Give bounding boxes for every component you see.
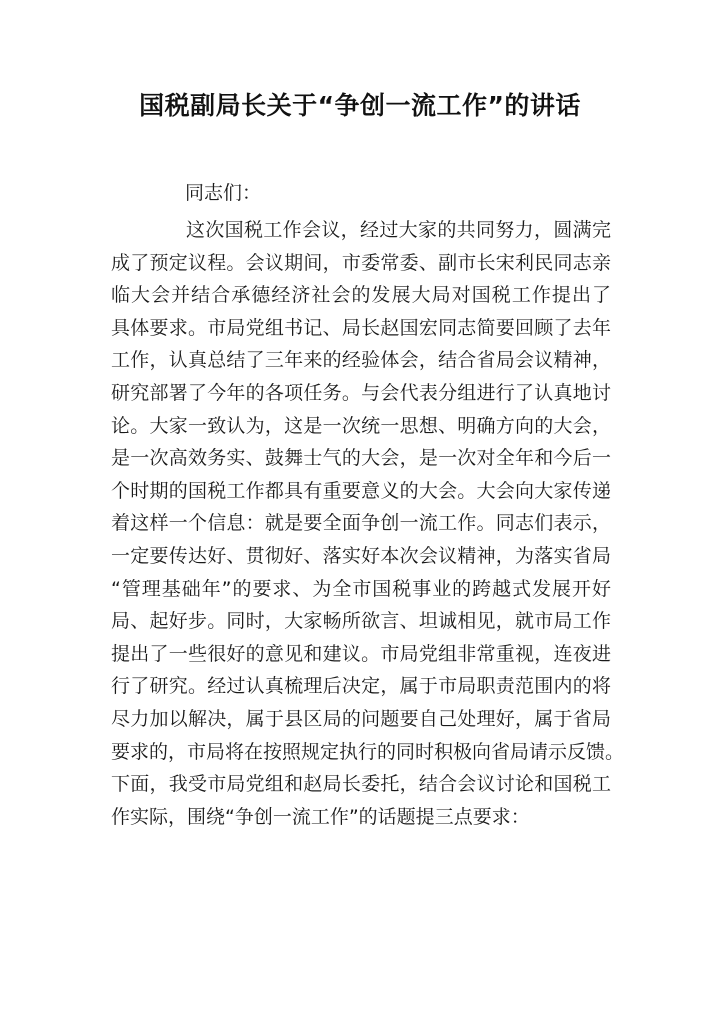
body-line: 个时期的国税工作都具有重要意义的大会。大会向大家传递 (111, 479, 611, 502)
body-line: 工作，认真总结了三年来的经验体会，结合省局会议精神， (111, 349, 611, 372)
body-line: 临大会并结合承德经济社会的发展大局对国税工作提出了 (111, 284, 611, 307)
body-line: 具体要求。市局党组书记、局长赵国宏同志简要回顾了去年 (111, 316, 611, 339)
body-line: 成了预定议程。会议期间，市委常委、副市长宋利民同志亲 (111, 251, 611, 274)
body-line: 尽力加以解决，属于县区局的问题要自己处理好，属于省局 (111, 707, 611, 730)
body-line: 着这样一个信息：就是要全面争创一流工作。同志们表示， (111, 512, 611, 535)
body-line: 要求的，市局将在按照规定执行的同时积极向省局请示反馈。 (111, 740, 625, 763)
body-line: 这次国税工作会议，经过大家的共同努力，圆满完 (186, 219, 611, 241)
body-line: 研究部署了今年的各项任务。与会代表分组进行了认真地讨 (111, 381, 611, 404)
body-line: “管理基础年”的要求、为全市国税事业的跨越式发展开好 (111, 577, 611, 600)
body-line: 是一次高效务实、鼓舞士气的大会，是一次对全年和今后一 (111, 447, 611, 470)
body-line: 一定要传达好、贯彻好、落实好本次会议精神，为落实省局 (111, 544, 611, 567)
salutation: 同志们： (185, 182, 262, 204)
body-line: 下面，我受市局党组和赵局长委托，结合会议讨论和国税工 (111, 773, 611, 796)
body-line: 局、起好步。同时，大家畅所欲言、坦诚相见，就市局工作 (111, 610, 611, 633)
body-text (111, 214, 625, 833)
body-line: 提出了一些很好的意见和建议。市局党组非常重视，连夜进 (111, 642, 611, 665)
document-title: 国税副局长关于“争创一流工作”的讲话 (139, 91, 581, 120)
body-line: 作实际，围绕“争创一流工作”的话题提三点要求： (111, 805, 530, 828)
body-line: 行了研究。经过认真梳理后决定，属于市局职责范围内的将 (111, 675, 611, 698)
body-line: 论。大家一致认为，这是一次统一思想、明确方向的大会， (111, 414, 611, 437)
